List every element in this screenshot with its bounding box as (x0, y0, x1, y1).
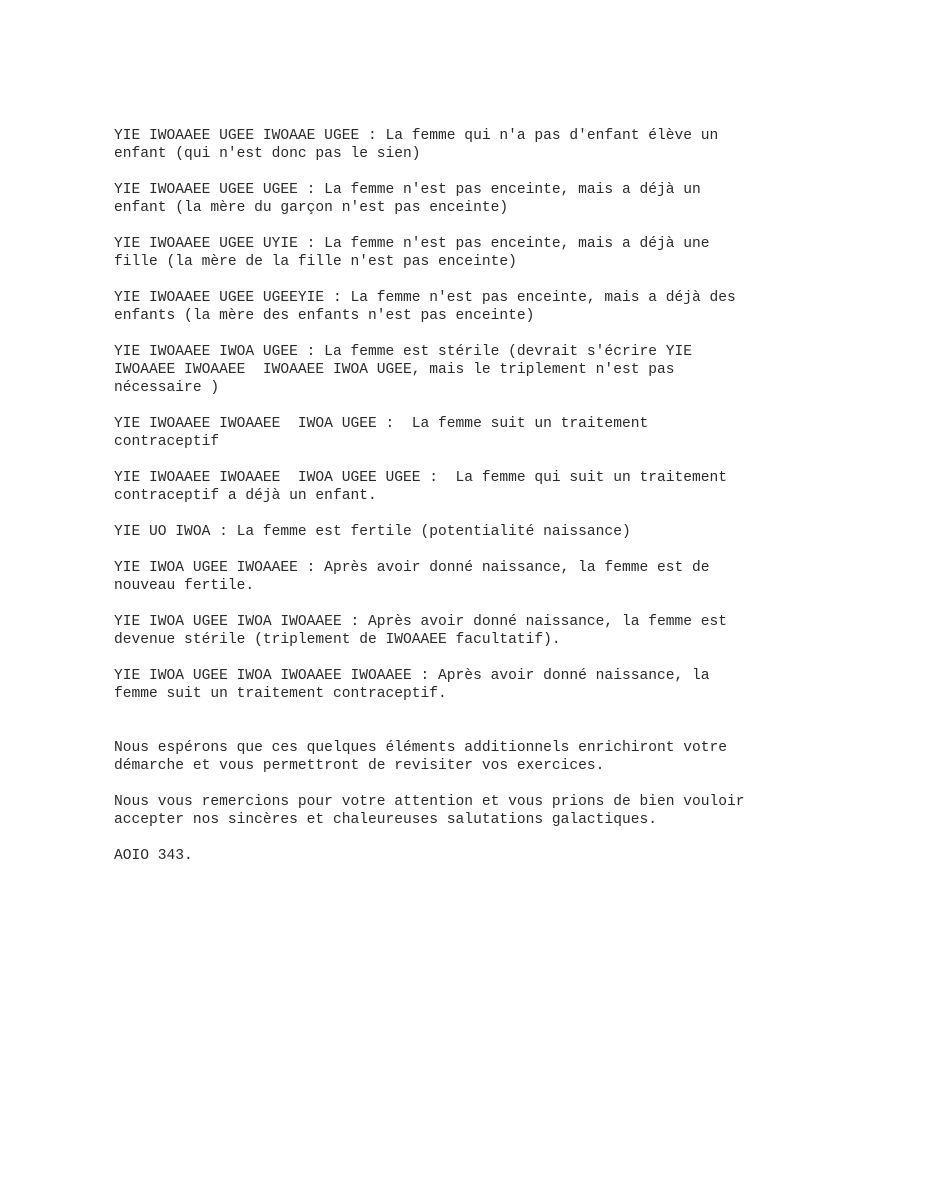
definition-paragraph: YIE IWOAAEE UGEE UGEEYIE : La femme n'est pas enceinte, mais a déjà des enfants (la mère des enfants n'est pas enceinte) (114, 290, 736, 324)
definition-paragraph: YIE IWOA UGEE IWOA IWOAAEE : Après avoir donné naissance, la femme est devenue stérile (triplement de IWOAAEE facultatif). (114, 614, 728, 648)
definition-paragraph: YIE IWOA UGEE IWOAAEE : Après avoir donné naissance, la femme est de nouveau fertile. (114, 560, 710, 594)
definition-paragraph: YIE IWOAAEE UGEE UGEE : La femme n'est pas enceinte, mais a déjà un enfant (la mère du garçon n'est pas enceinte) (114, 182, 701, 216)
definition-paragraph: YIE IWOAAEE UGEE UYIE : La femme n'est pas enceinte, mais a déjà une fille (la mère de la fille n'est pas enceinte) (114, 236, 710, 270)
document-page (114, 127, 814, 883)
definition-paragraph: YIE IWOAAEE IWOA UGEE : La femme est stérile (devrait s'écrire YIE IWOAAEE IWOAAEE IWOAAEE IWOA UGEE, mais le triplement n'est pas nécessaire ) (114, 344, 693, 396)
closing-thanks-paragraph: Nous vous remercions pour votre attention et vous prions de bien vouloir accepter nos sincères et chaleureuses salutations galactiques. (114, 794, 745, 828)
definition-paragraph: YIE IWOAAEE UGEE IWOAAE UGEE : La femme qui n'a pas d'enfant élève un enfant (qui n'est donc pas le sien) (114, 128, 719, 162)
closing-hope-paragraph: Nous espérons que ces quelques éléments additionnels enrichiront votre démarche et vous permettront de revisiter vos exercices. (114, 740, 728, 774)
definition-paragraph: YIE IWOAAEE IWOAAEE IWOA UGEE UGEE : La femme qui suit un traitement contraceptif a déjà un enfant. (114, 470, 728, 504)
definition-paragraph: YIE IWOA UGEE IWOA IWOAAEE IWOAAEE : Après avoir donné naissance, la femme suit un traitement contraceptif. (114, 668, 710, 702)
definition-paragraph: YIE UO IWOA : La femme est fertile (potentialité naissance) (114, 524, 631, 540)
section-spacer (114, 721, 814, 739)
signature: AOIO 343. (114, 848, 193, 864)
definition-paragraph: YIE IWOAAEE IWOAAEE IWOA UGEE : La femme suit un traitement contraceptif (114, 416, 649, 450)
